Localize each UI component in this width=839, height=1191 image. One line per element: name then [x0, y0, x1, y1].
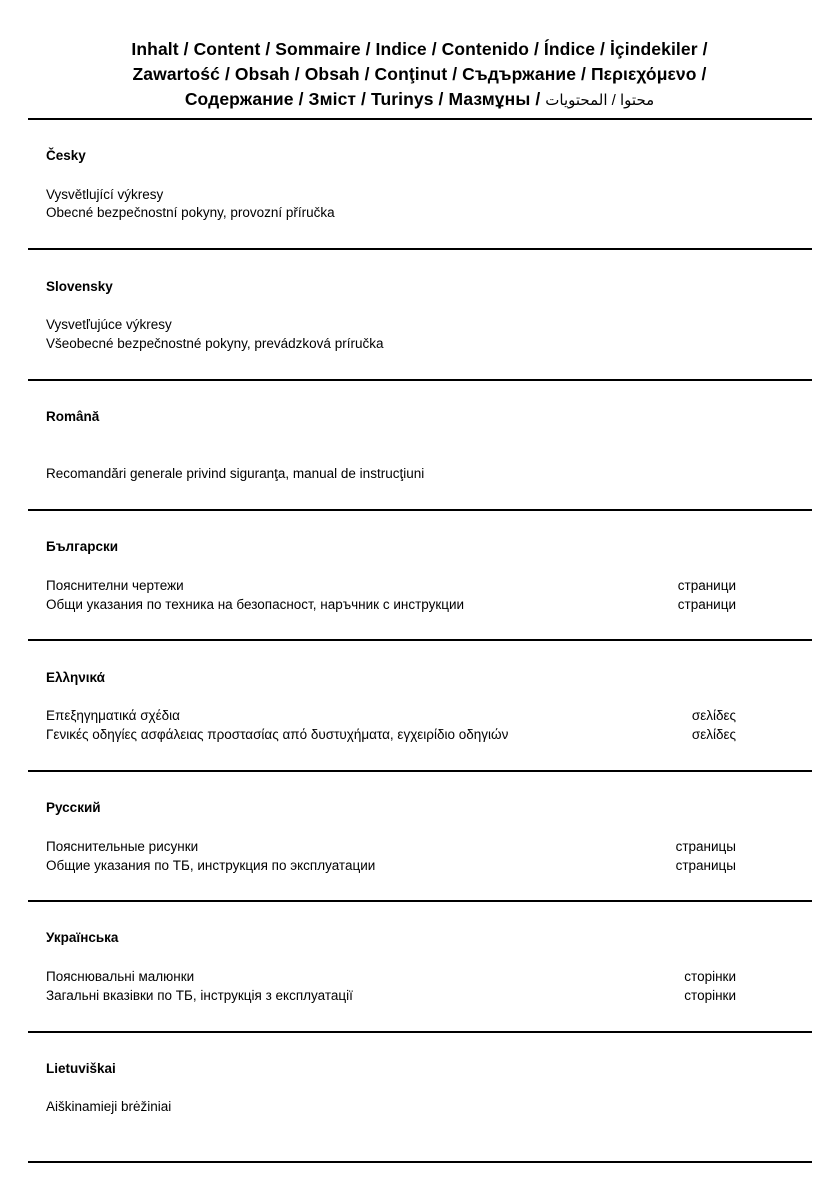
toc-entry	[46, 596, 738, 614]
section-heading: Ελληνικά	[46, 670, 105, 685]
toc-entry	[46, 1098, 738, 1116]
entry-text: Všeobecné bezpečnostné pokyny, prevádzková príručka	[46, 336, 384, 351]
entry-text: Общие указания по ТБ, инструкция по эксплуатации	[46, 858, 376, 873]
toc-entry	[46, 838, 738, 856]
entry-text: Obecné bezpečnostní pokyny, provozní příručka	[46, 205, 335, 220]
entry-text: Загальні вказівки по ТБ, інструкція з експлуатації	[46, 988, 353, 1003]
section-heading: Română	[46, 409, 100, 424]
entry-text: Общи указания по техника на безопасност, наръчник с инструкции	[46, 597, 465, 612]
toc-entry	[46, 316, 738, 334]
title-line-2: Zawartość / Obsah / Obsah / Conţinut / Съдържание / Περιεχόμενο /	[132, 64, 707, 84]
divider	[28, 639, 812, 641]
divider-bottom	[28, 1161, 812, 1163]
divider	[28, 900, 812, 902]
toc-entry	[46, 726, 738, 744]
entry-text: Επεξηγηματικά σχέδια	[46, 708, 180, 723]
entry-page: страницы	[675, 858, 736, 873]
toc-entry	[46, 707, 738, 725]
divider	[28, 770, 812, 772]
entry-text: Aiškinamieji brėžiniai	[46, 1099, 172, 1114]
entry-text: Vysvetľujúce výkresy	[46, 317, 172, 332]
section-heading: Česky	[46, 148, 86, 163]
section-heading: Slovensky	[46, 279, 113, 294]
toc-entry	[46, 577, 738, 595]
entry-page: страници	[677, 597, 736, 612]
section-heading: Lietuviškai	[46, 1061, 116, 1076]
entry-page: сторінки	[684, 988, 736, 1003]
divider-top	[28, 118, 812, 120]
entry-text: Пояснювальні малюнки	[46, 969, 195, 984]
toc-entry	[46, 968, 738, 986]
toc-entry	[46, 186, 738, 204]
section-heading: Русский	[46, 800, 101, 815]
section-heading: Български	[46, 539, 119, 554]
toc-entry	[46, 857, 738, 875]
toc-entry	[46, 204, 738, 222]
divider	[28, 379, 812, 381]
toc-entry	[46, 1117, 738, 1135]
entry-page: сторінки	[684, 969, 736, 984]
entry-text: Vysvětlující výkresy	[46, 187, 164, 202]
title-line-3	[40, 87, 799, 113]
entry-page: страницы	[675, 839, 736, 854]
title-line-1: Inhalt / Content / Sommaire / Indice / Contenido / Índice / İçindekiler /	[131, 39, 708, 59]
entry-page: страници	[677, 578, 736, 593]
page-title	[40, 37, 799, 113]
entry-text: Пояснительные рисунки	[46, 839, 199, 854]
divider	[28, 248, 812, 250]
divider	[28, 1031, 812, 1033]
toc-entry	[46, 335, 738, 353]
entry-text: Recomandări generale privind siguranţa, manual de instrucţiuni	[46, 466, 425, 481]
entry-page: σελίδες	[691, 727, 736, 742]
section-heading: Українська	[46, 930, 119, 945]
toc-entry	[46, 465, 738, 483]
entry-page: σελίδες	[691, 708, 736, 723]
toc-entry	[46, 987, 738, 1005]
entry-text: Γενικές οδηγίες ασφάλειας προστασίας από δυστυχήματα, εγχειρίδιο οδηγιών	[46, 727, 509, 742]
toc-entry	[46, 447, 738, 465]
entry-text: Пояснителни чертежи	[46, 578, 184, 593]
divider	[28, 509, 812, 511]
title-line-3-arabic: محتوا / المحتويات	[545, 92, 655, 109]
title-line-3-text: Содержание / Зміст / Turinys / Мазмұны /	[184, 89, 541, 109]
